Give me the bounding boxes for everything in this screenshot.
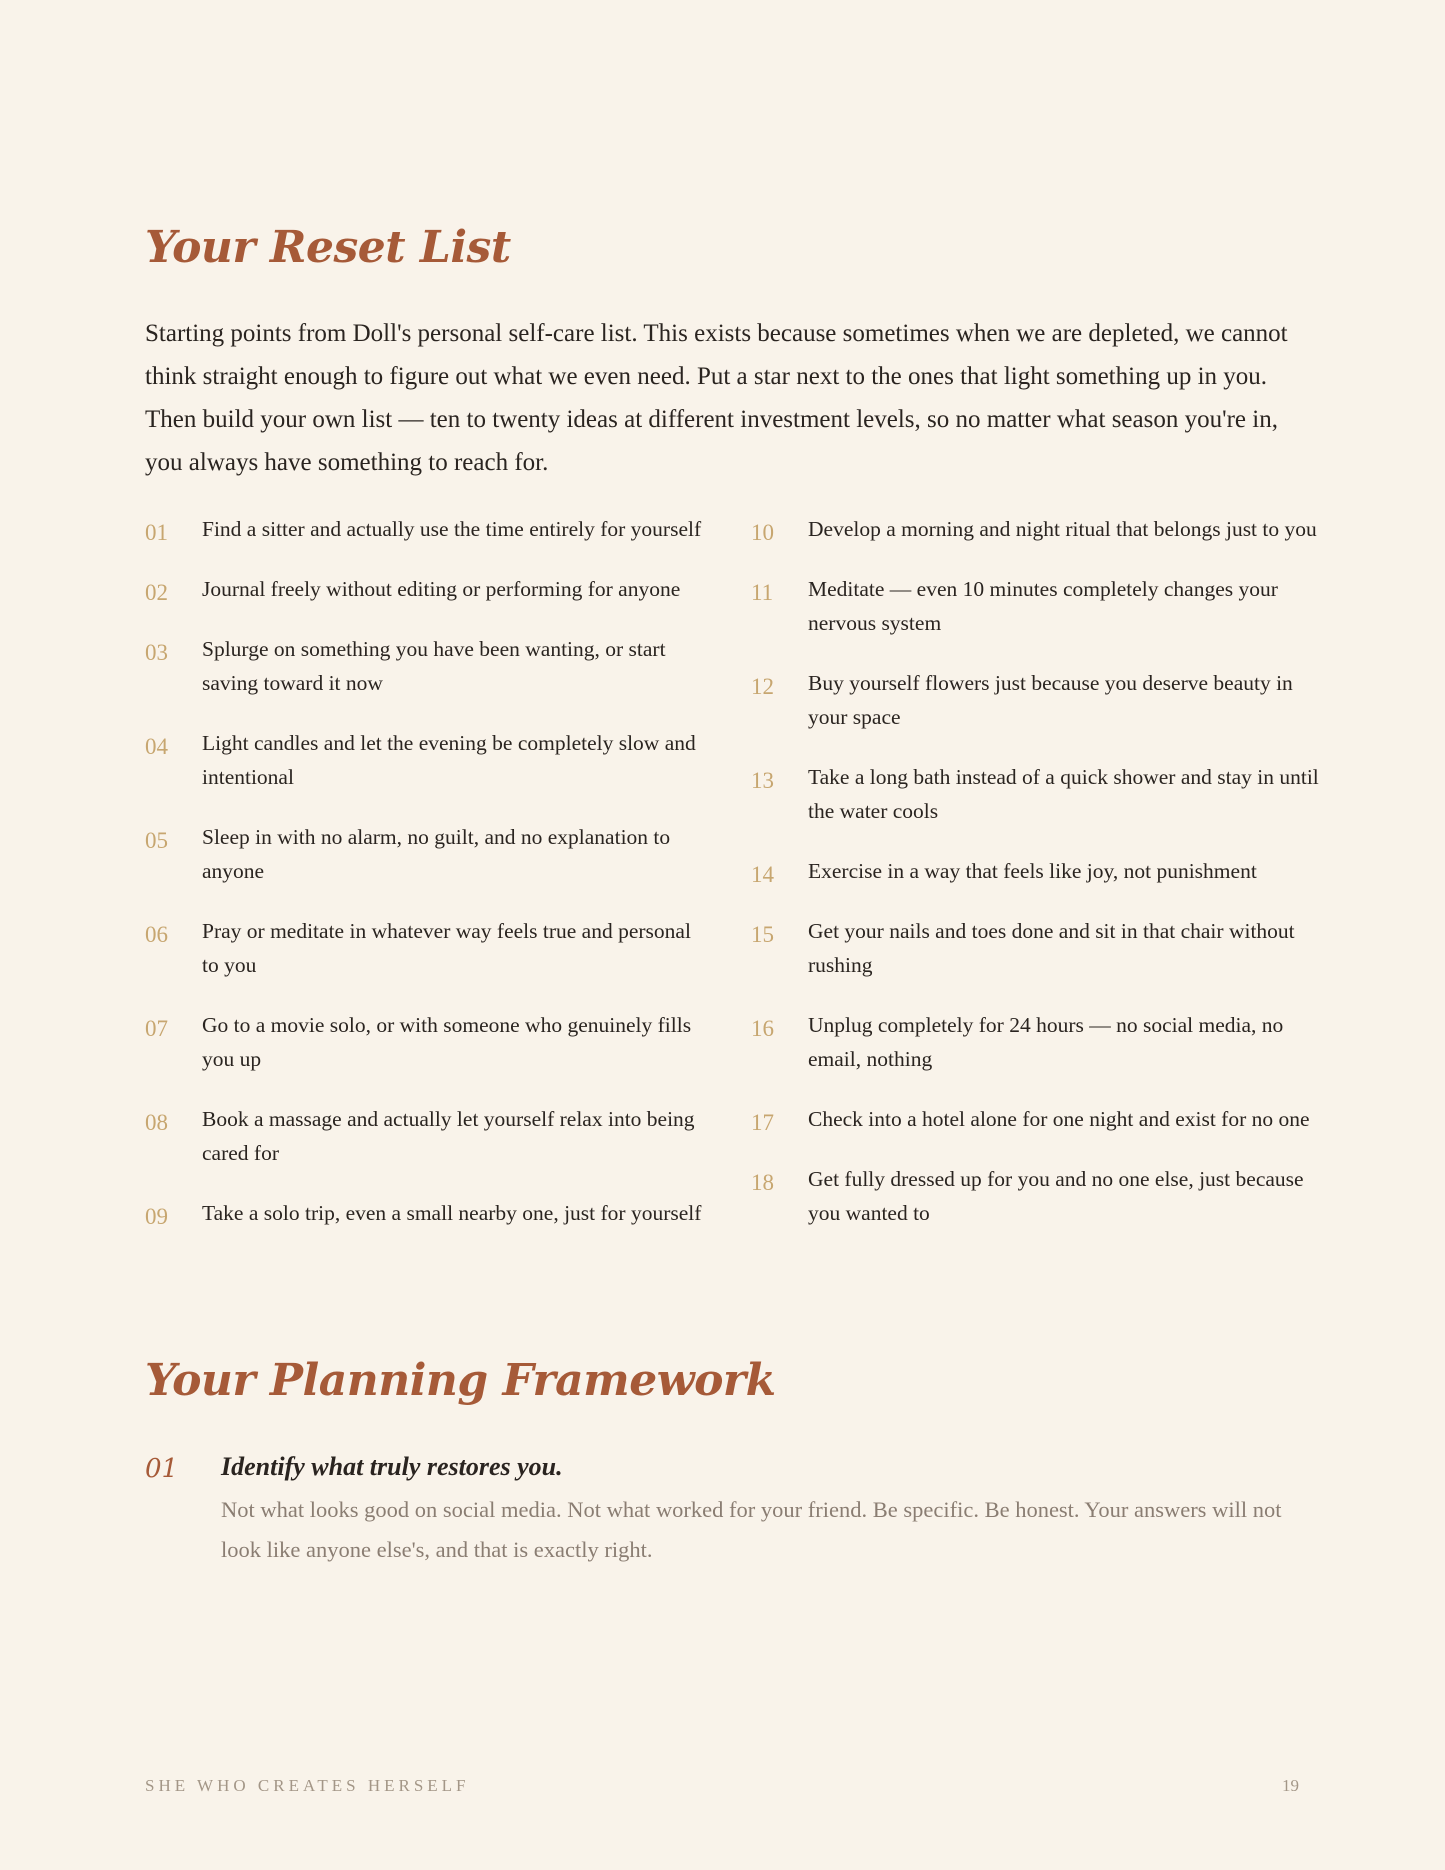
item-text: Check into a hotel alone for one night and exist for no one <box>808 1107 1310 1131</box>
item-text: Find a sitter and actually use the time entirely for yourself <box>202 517 702 541</box>
item-text: Sleep in with no alarm, no guilt, and no explanation to anyone <box>202 825 671 883</box>
item-number: 18 <box>751 1170 774 1195</box>
reset-list-title: Your Reset List <box>145 222 511 273</box>
item-number: 14 <box>751 862 774 887</box>
item-number: 16 <box>751 1016 774 1041</box>
item-text: Take a solo trip, even a small nearby one, just for yourself <box>202 1201 702 1225</box>
item-text: Go to a movie solo, or with someone who genuinely fills you up <box>202 1013 692 1071</box>
item-number: 10 <box>751 520 774 545</box>
framework-step-number: 01 <box>145 1454 179 1484</box>
framework-step-heading: Identify what truly restores you. <box>221 1452 563 1481</box>
reset-list-intro: Starting points from Doll's personal self-care list. This exists because sometimes when we are depleted, we cannot think straight enough to figure out what we even need. Put a star next to the ones that light something up in you. Then build your own list — ten to twenty ideas at different investment levels, so no matter what season you're in, you always have something to reach for. <box>145 320 1288 476</box>
item-text: Buy yourself flowers just because you deserve beauty in your space <box>808 671 1293 729</box>
item-number: 03 <box>145 640 168 665</box>
item-number: 04 <box>145 734 168 759</box>
list-item <box>145 726 705 794</box>
list-item <box>751 854 1325 888</box>
list-item <box>145 1196 705 1230</box>
list-item <box>145 572 705 606</box>
item-number: 12 <box>751 674 774 699</box>
item-number: 06 <box>145 922 168 947</box>
framework-title: Your Planning Framework <box>145 1355 776 1406</box>
list-item <box>751 1102 1325 1136</box>
list-item <box>751 512 1325 546</box>
list-item <box>751 914 1325 982</box>
list-item <box>145 914 705 982</box>
framework-step-body <box>221 1448 1295 1570</box>
item-text: Develop a morning and night ritual that belongs just to you <box>808 517 1317 541</box>
list-item <box>145 820 705 888</box>
item-text: Light candles and let the evening be completely slow and intentional <box>202 731 696 789</box>
item-number: 08 <box>145 1110 168 1135</box>
item-number: 15 <box>751 922 774 947</box>
item-text: Get your nails and toes done and sit in that chair without rushing <box>808 919 1295 977</box>
framework-step-text: Not what looks good on social media. Not what worked for your friend. Be specific. Be honest. Your answers will not look like anyone else's, and that is exactly right. <box>221 1497 1282 1562</box>
item-number: 13 <box>751 768 774 793</box>
item-text: Meditate — even 10 minutes completely changes your nervous system <box>808 577 1278 635</box>
list-item <box>145 512 705 546</box>
reset-list-left-column <box>145 512 705 1256</box>
list-item <box>145 632 705 700</box>
item-number: 05 <box>145 828 168 853</box>
item-text: Take a long bath instead of a quick shower and stay in until the water cools <box>808 765 1319 823</box>
item-text: Unplug completely for 24 hours — no social media, no email, nothing <box>808 1013 1284 1071</box>
item-text: Book a massage and actually let yourself relax into being cared for <box>202 1107 695 1165</box>
item-text: Journal freely without editing or performing for anyone <box>202 577 681 601</box>
item-number: 02 <box>145 580 168 605</box>
framework-step <box>145 1448 1295 1570</box>
item-number: 09 <box>145 1204 168 1229</box>
list-item <box>145 1008 705 1076</box>
list-item <box>751 572 1325 640</box>
list-item <box>751 666 1325 734</box>
list-item <box>751 1008 1325 1076</box>
list-item <box>145 1102 705 1170</box>
reset-list-right-column <box>751 512 1325 1256</box>
item-text: Splurge on something you have been wanting, or start saving toward it now <box>202 637 666 695</box>
item-number: 01 <box>145 520 168 545</box>
item-text: Get fully dressed up for you and no one else, just because you wanted to <box>808 1167 1304 1225</box>
item-number: 07 <box>145 1016 168 1041</box>
list-item <box>751 1162 1325 1230</box>
item-number: 11 <box>751 580 774 605</box>
list-item <box>751 760 1325 828</box>
footer-page-number: 19 <box>1282 1776 1299 1795</box>
item-text: Pray or meditate in whatever way feels true and personal to you <box>202 919 691 977</box>
item-number: 17 <box>751 1110 774 1135</box>
footer-book-title: SHE WHO CREATES HERSELF <box>145 1776 470 1795</box>
item-text: Exercise in a way that feels like joy, not punishment <box>808 859 1257 883</box>
